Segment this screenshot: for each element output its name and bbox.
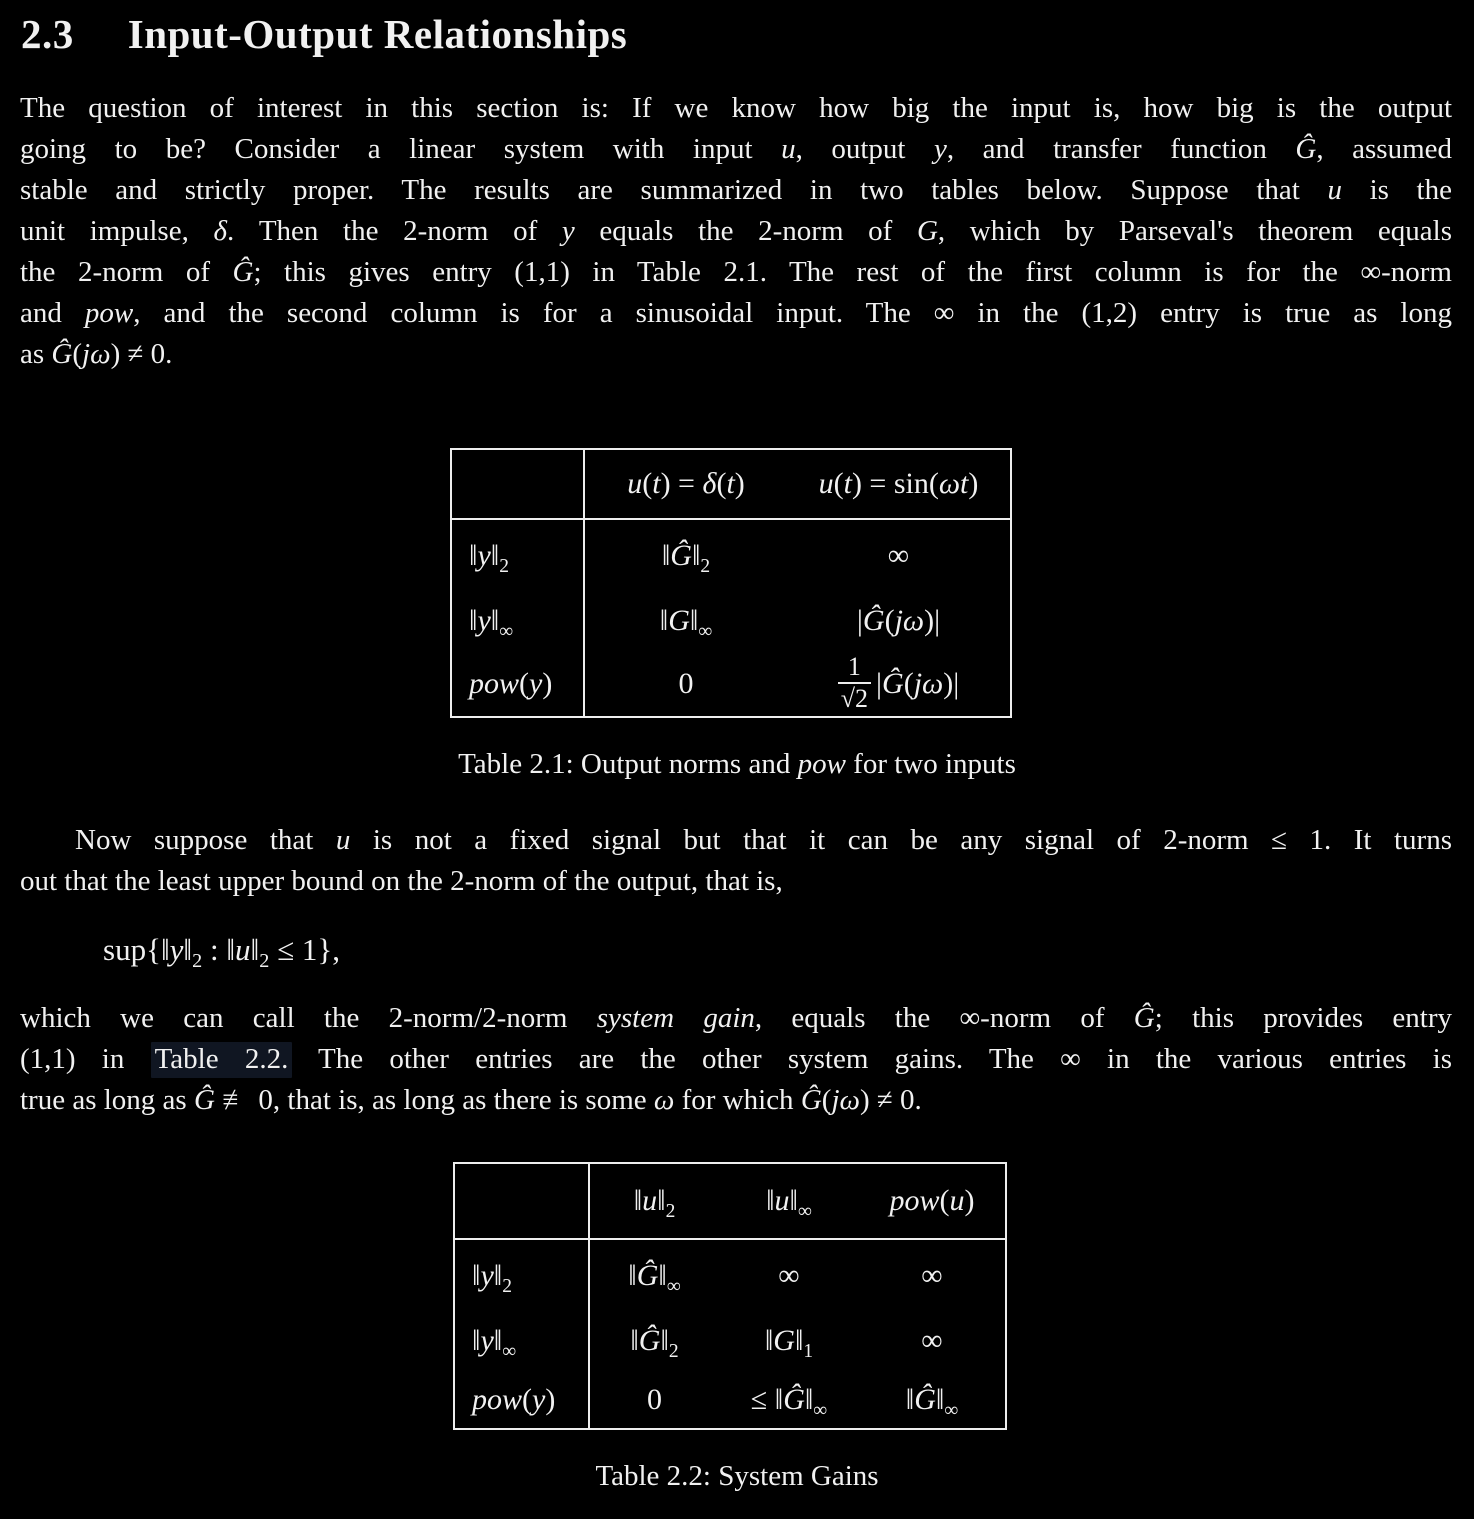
paragraph-line: which we can call the 2-norm/2-norm system gain, equals the ∞-norm of Ĝ; this provides entry [20,1002,1453,1034]
fraction-denominator: √2 [838,682,871,714]
fraction-numerator: 1 [847,652,861,682]
table-cell: ∞ [921,1324,943,1357]
table-cell: $‖G‖_1$ [764,1324,814,1362]
paragraph-line: unit impulse, δ. Then the 2-norm of y equals the 2-norm of G, which by Parseval's theorem equals [20,215,1453,247]
paragraph-line: true as long as Ĝ ≢ 0, that is, as long as there is some ω for which Ĝ(jω) ≠ 0. [20,1084,922,1116]
table-2-2-link[interactable]: Table 2.2. [151,1042,293,1078]
paragraph-line: (1,1) in Table 2.2. The other entries are the other system gains. The ∞ in the various entries is [20,1039,1452,1080]
table-cell: $‖Ĝ‖_\infty$ [628,1258,681,1297]
table-cell: $‖Ĝ‖_\infty$ [905,1382,959,1421]
table-cell: 0 [647,1382,662,1416]
sup-equation: $sup\{‖y‖_2$ : $‖u‖_2 \le 1$}, [103,932,340,973]
table-corner-cell [451,449,584,519]
table-2-2 [453,1162,1007,1430]
table-cell: |Ĝ(jω)| [856,604,941,637]
table-row-label: $‖y‖_2$ [454,1239,589,1311]
section-title: Input-Output Relationships [127,11,628,57]
table-row-label: $‖y‖_\infty$ [454,1311,589,1371]
table-cell: $‖G‖_\infty$ [659,604,713,642]
table-2-1 [450,448,1012,718]
table-row-label: pow(y) [451,651,584,717]
table-2-2-caption: Table 2.2: System Gains [595,1460,879,1492]
fraction-trailing-term: |Ĝ(jω)| [876,666,960,700]
table-header-cell: pow(u) [859,1163,1006,1239]
section-number: 2.3 [21,11,74,57]
table-cell: ∞ [921,1258,943,1292]
table-row-label: pow(y) [454,1371,589,1429]
paragraph-line: stable and strictly proper. The results are summarized in two tables below. Suppose that u is the [20,174,1452,206]
table-corner-cell [454,1163,589,1239]
paragraph-line: Now suppose that u is not a fixed signal but that it can be any signal of 2-norm ≤ 1. It turns [75,824,1452,856]
fraction [838,653,871,713]
table-header-cell: $‖u‖_2$ [589,1163,719,1239]
table-cell: $‖Ĝ‖_2$ [661,538,711,577]
table-cell: $‖Ĝ‖_2$ [630,1324,679,1362]
table-header-cell: u(t) = sin(ωt) [787,449,1011,519]
table-cell: 0 [678,666,694,700]
table-header-cell: $‖u‖_\infty$ [719,1163,859,1239]
section-heading [21,10,627,58]
table-row-label: $‖y‖_\infty$ [451,591,584,651]
table-cell: ∞ [887,538,910,572]
paragraph-1 [20,88,1452,375]
paragraph-line: The question of interest in this section is: If we know how big the input is, how big is the output [20,92,1452,124]
paragraph-line: and pow, and the second column is for a sinusoidal input. The ∞ in the (1,2) entry is true as long [20,297,1452,329]
paragraph-2 [20,820,1452,902]
table-cell: ≤ $‖Ĝ‖_\infty$ [750,1382,828,1421]
paragraph-line: the 2-norm of Ĝ; this gives entry (1,1) in Table 2.1. The rest of the first column is for the ∞-norm [20,256,1452,288]
table-cell: ∞ [778,1258,800,1292]
table-row-label: $‖y‖_2$ [451,519,584,591]
paragraph-3 [20,998,1452,1121]
table-2-1-caption: Table 2.1: Output norms and pow for two inputs [458,748,1016,780]
paragraph-line: as Ĝ(jω) ≠ 0. [20,338,173,370]
table-header-cell: u(t) = δ(t) [584,449,787,519]
paragraph-line: going to be? Consider a linear system with input u, output y, and transfer function Ĝ, assumed [20,133,1453,165]
table-cell-fraction [787,651,1011,717]
paragraph-line: out that the least upper bound on the 2-norm of the output, that is, [20,865,783,897]
